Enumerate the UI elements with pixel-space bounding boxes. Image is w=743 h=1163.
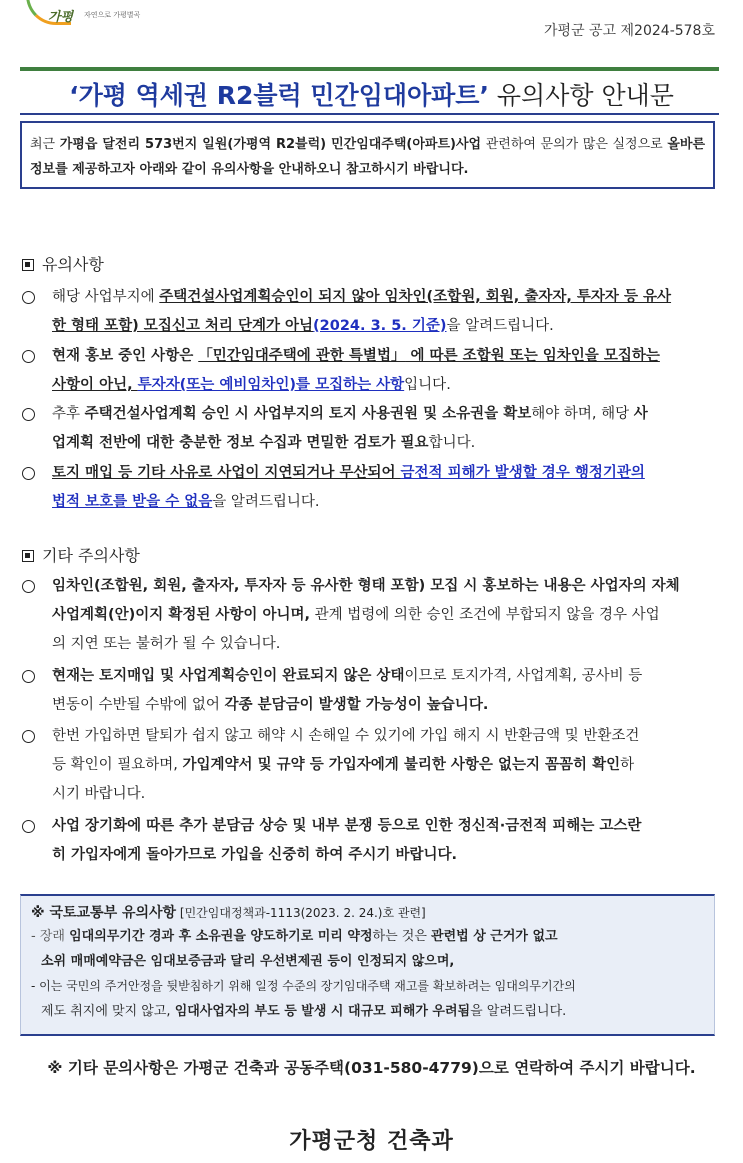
notice-text: - 장래: [31, 929, 70, 944]
notice-text: 을 알려드립니다.: [470, 1004, 567, 1019]
notice-line: [31, 949, 704, 974]
circle-bullet-icon: [22, 580, 35, 593]
item-text: 입니다.: [404, 377, 451, 393]
item-text: 을 알려드립니다.: [212, 494, 320, 510]
notice-text: 제도 취지에 맞지 않고,: [41, 1004, 175, 1019]
molit-notice-box: [20, 894, 715, 1036]
item-blue-emph: 금전적 피해가 발생할 경우 행정기관의: [400, 465, 645, 481]
notice-reference: [민간임대정책과-1113(2023. 2. 24.)호 관련]: [176, 906, 426, 920]
item-text: 등 확인이 필요하며,: [52, 757, 183, 773]
item-text: 한번 가입하면 탈퇴가 쉽지 않고 해약 시 손해일 수 있기에 가입 해지 시 반환금액 및 반환조건: [52, 728, 640, 744]
notice-text: 하는 것은: [372, 929, 432, 944]
intro-text: 로: [650, 137, 668, 152]
contact-info: ※ 기타 문의사항은 가평군 건축과 공동주택(031-580-4779)으로 연락하여 주시기 바랍니다.: [47, 1059, 696, 1077]
item-text-emph: 사업계획(안)이지 확정된 사항이 아니며,: [52, 607, 311, 623]
item-date-emph: (2024. 3. 5. 기준): [313, 318, 447, 334]
section-heading-other: [22, 543, 140, 566]
item-law-name: 「민간임대주택에 관한 특별법」: [198, 348, 406, 364]
caution-item: [22, 400, 732, 458]
item-text-emph: 현재는 토지매입 및 사업계획승인이 완료되지 않은 상태: [52, 668, 405, 684]
checkbox-square-icon: [22, 550, 34, 562]
item-text: 시기 바랍니다.: [52, 786, 146, 802]
section-heading-text: 기타 주의사항: [42, 546, 140, 565]
notice-text-emph: 임대의무기간 경과 후 소유권을 양도하기로 미리 약정: [69, 929, 373, 944]
section-heading-text: 유의사항: [42, 255, 104, 274]
issuer-signature: 가평군청 건축과: [289, 1129, 454, 1154]
logo-text: 가평: [48, 10, 74, 25]
item-text: 해당 사업부지에: [52, 289, 160, 305]
notice-line: [31, 924, 704, 949]
notice-text: - 이는 국민의 주거안정을 뒷받침하기 위해 일정 수준의 장기임대주택 재고를 확보하려는 임대의무기간의: [31, 979, 576, 993]
caution-item: [22, 342, 732, 400]
item-text-emph: 임차인(조합원, 회원, 출자자, 투자자 등 유사한 형태 포함) 모집 시 홍보하는 내용은 사업자의 자체: [52, 578, 680, 594]
section-heading-cautions: [22, 252, 104, 275]
intro-box: [20, 121, 715, 189]
title-project-name: ‘가평 역세권 R2블럭 민간임대아파트’: [69, 81, 489, 110]
title-top-rule: [20, 67, 719, 71]
item-text-emph: 사업 장기화에 따른 추가 분담금 상승 및 내부 분쟁 등으로 인한 정신적·금전적 피해는 고스란: [52, 818, 642, 834]
gapyeong-logo: [18, 0, 141, 36]
circle-bullet-icon: [22, 730, 35, 743]
title-bottom-rule: [20, 113, 719, 115]
notice-line: [31, 999, 704, 1024]
item-text: 합니다.: [428, 435, 476, 451]
item-text-emph: 주택건설사업계획 승인 시 사업부지의 토지 사용권원 및 소유권을 확보: [84, 406, 532, 422]
announcement-number: 가평군 공고 제2024-578호: [544, 23, 715, 39]
intro-location: 가평읍 달전리 573번지 일원(가평역 R2블럭) 민간임대주택(아파트)사업: [59, 137, 482, 152]
title-suffix: 유의사항 안내문: [488, 81, 674, 110]
item-text: 이므로 토지가격, 사업계획, 공사비 등: [404, 668, 643, 684]
intro-purpose: 올바른 정보를 제공하고자 아래와 같이 유의사항을 안내하오니 참고하시기 바랍니다.: [30, 137, 706, 177]
circle-bullet-icon: [22, 467, 35, 480]
circle-bullet-icon: [22, 820, 35, 833]
page-title: [0, 76, 743, 112]
circle-bullet-icon: [22, 291, 35, 304]
item-text: 변동이 수반될 수밖에 없어: [52, 697, 225, 713]
other-caution-item: [22, 572, 732, 659]
item-blue-emph: 투자자(또는 예비임차인)를 모집하는 사항: [137, 377, 405, 393]
circle-bullet-icon: [22, 670, 35, 683]
item-text-emph: 한 형태 포함) 모집신고 처리 단계가 아님: [52, 318, 314, 334]
item-text-emph: 각종 분담금이 발생할 가능성이 높습니다.: [224, 697, 489, 713]
circle-bullet-icon: [22, 408, 35, 421]
notice-title: [31, 902, 704, 924]
item-blue-emph: 법적 보호를 받을 수 없음: [52, 494, 213, 510]
intro-text: 최근: [30, 137, 60, 152]
item-text-emph: 히 가입자에게 돌아가므로 가입을 신중히 하여 주시기 바랍니다.: [52, 847, 458, 863]
item-text-emph: 토지 매입 등 기타 사유로 사업이 지연되거나 무산되어: [52, 465, 401, 481]
item-text: 해야 하며, 해당: [531, 406, 634, 422]
logo-slogan: 자연으로 가평별곡: [84, 11, 141, 19]
other-caution-item: [22, 812, 732, 870]
other-caution-item: [22, 722, 732, 809]
caution-item: [22, 283, 732, 341]
notice-text-emph: 관련법 상 근거가 없고: [431, 929, 558, 944]
notice-line: [31, 974, 704, 999]
item-text: 을 알려드립니다.: [446, 318, 554, 334]
item-text-emph: 주택건설사업계획승인이 되지 않아 임차인(조합원, 회원, 출자자, 투자자 등 유사: [159, 289, 672, 305]
item-text: 관계 법령에 의한 승인 조건에 부합되지 않을 경우 사업: [310, 607, 660, 623]
item-text-emph: 에 따른 조합원 또는 임차인을 모집하는: [405, 348, 660, 364]
other-caution-item: [22, 662, 732, 720]
notice-text-emph: 임대사업자의 부도 등 발생 시 대규모 피해가 우려됨: [174, 1004, 471, 1019]
item-text-emph: 사: [633, 406, 648, 422]
caution-item: [22, 459, 732, 517]
item-text-emph: 가입계약서 및 규약 등 가입자에게 불리한 사항은 없는지 꼼꼼히 확인: [182, 757, 621, 773]
checkbox-square-icon: [22, 259, 34, 271]
item-text: 추후: [52, 406, 85, 422]
item-text-emph: 업계획 전반에 대한 충분한 정보 수집과 면밀한 검토가 필요: [52, 435, 429, 451]
intro-text: 관련하여 문의가 많은 실정으: [481, 137, 651, 152]
item-text: 의 지연 또는 불허가 될 수 있습니다.: [52, 636, 281, 652]
item-text-emph: 사항이 아닌,: [52, 377, 138, 393]
notice-title-text: ※ 국토교통부 유의사항: [31, 905, 177, 921]
notice-text-emph: 소위 매매예약금은 임대보증금과 달리 우선변제권 등이 인정되지 않으며,: [41, 954, 455, 969]
circle-bullet-icon: [22, 350, 35, 363]
item-text-emph: 현재 홍보 중인 사항은: [52, 348, 199, 364]
item-text: 하: [620, 757, 635, 773]
